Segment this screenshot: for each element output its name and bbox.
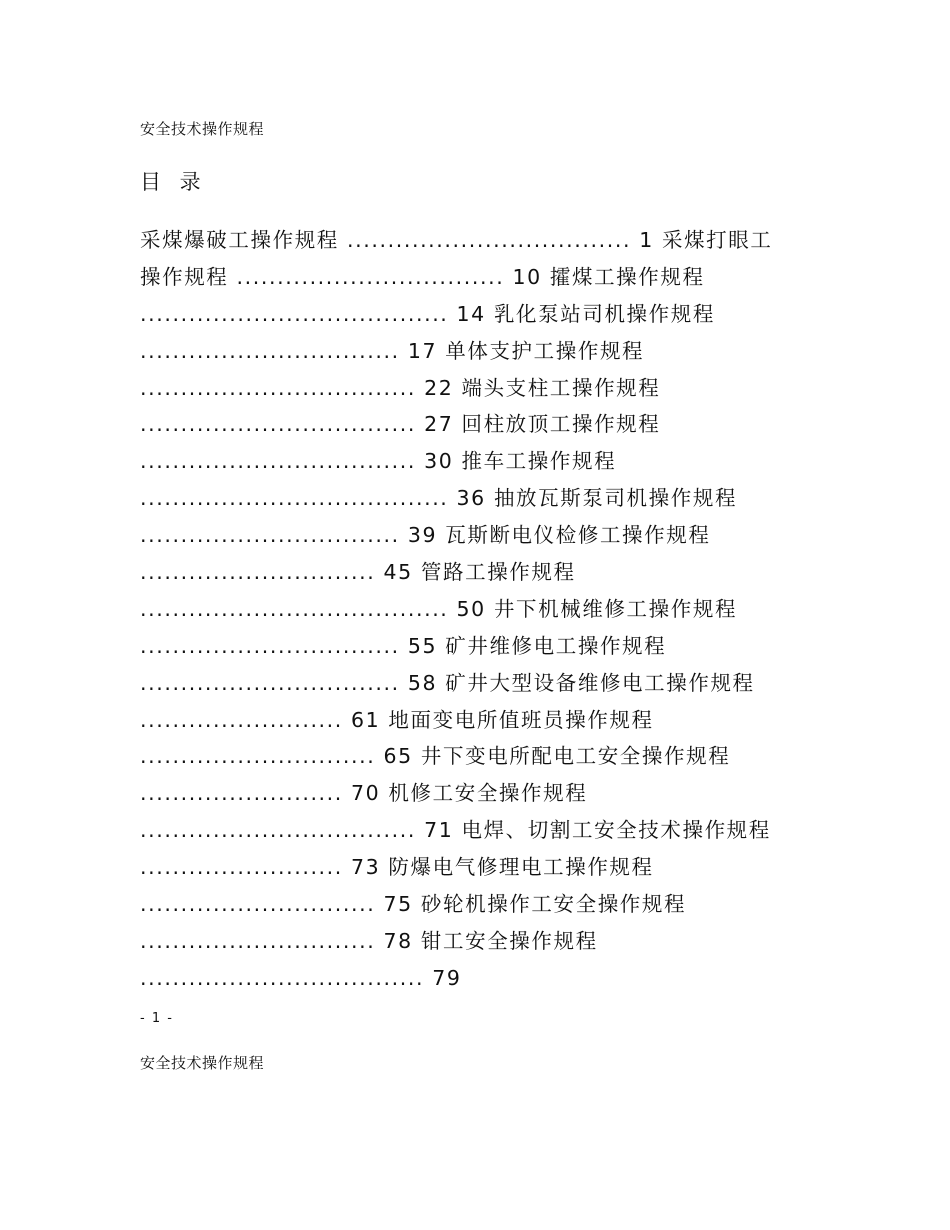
toc-title: 目 录 [140, 170, 207, 194]
toc-line: 采煤爆破工操作规程 ................................... 1 采煤打眼工 [140, 228, 773, 252]
toc-line: ...................................... 50 井下机械维修工操作规程 [140, 596, 738, 621]
toc-line: ......................... 73 防爆电气修理电工操作规程 [140, 855, 654, 880]
toc-line: ...................................... 36 抽放瓦斯泵司机操作规程 [140, 486, 738, 511]
next-page-header: 安全技术操作规程 [140, 1054, 265, 1072]
toc-line: ................................ 58 矿井大型设备维修电工操作规程 [140, 670, 755, 695]
page-header: 安全技术操作规程 [140, 120, 265, 138]
toc-line: .................................. 30 推车工操作规程 [140, 449, 617, 474]
toc-line: .................................. 27 回柱放顶工操作规程 [140, 412, 661, 437]
toc-line: 操作规程 ................................. 10 攉煤工操作规程 [140, 264, 705, 289]
toc-line: ................................ 55 矿井维修电工操作规程 [140, 633, 667, 658]
toc-line: ................................... 79 [140, 965, 462, 990]
toc-line: ............................. 78 钳工安全操作规程 [140, 928, 598, 953]
page-number: - 1 - [140, 1011, 174, 1026]
toc-line: .................................. 71 电焊、切割工安全技术操作规程 [140, 818, 771, 843]
toc-line: ................................ 39 瓦斯断电仪检修工操作规程 [140, 523, 711, 548]
toc-line: ................................ 17 单体支护工操作规程 [140, 338, 645, 363]
toc-line: .................................. 22 端头支柱工操作规程 [140, 375, 661, 400]
table-of-contents [140, 222, 840, 997]
toc-line: ......................... 61 地面变电所值班员操作规程 [140, 707, 654, 732]
toc-line: ............................. 65 井下变电所配电工安全操作规程 [140, 744, 731, 769]
toc-line: ............................. 45 管路工操作规程 [140, 560, 576, 585]
toc-line: ......................... 70 机修工安全操作规程 [140, 781, 588, 806]
toc-line: ............................. 75 砂轮机操作工安全操作规程 [140, 892, 687, 917]
toc-line: ...................................... 14 乳化泵站司机操作规程 [140, 301, 715, 326]
